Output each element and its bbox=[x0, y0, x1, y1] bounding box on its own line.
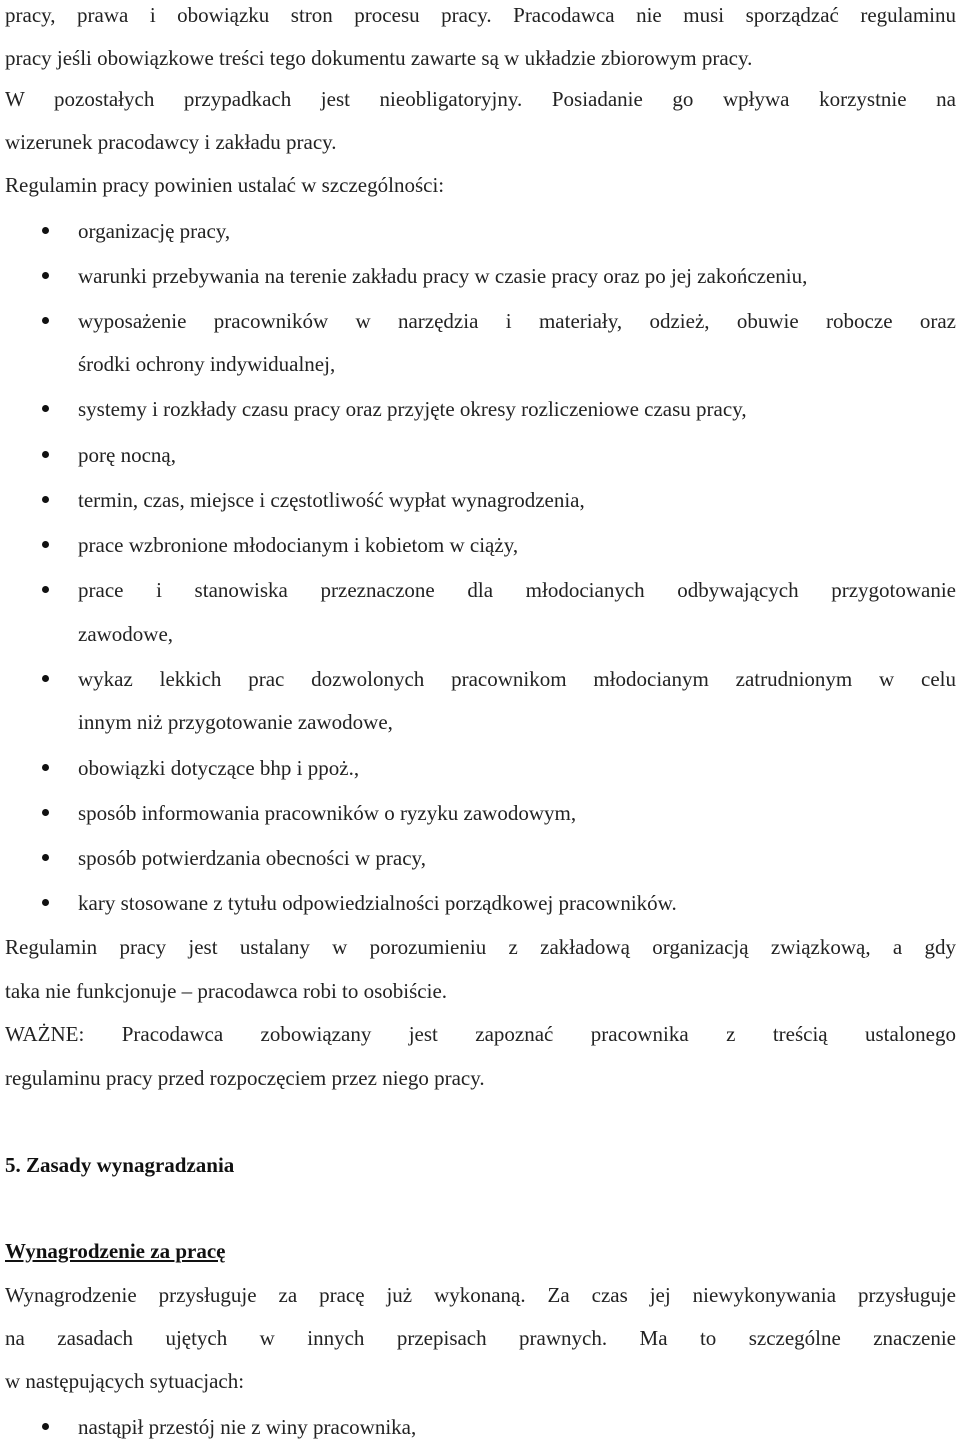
list-item-6: termin, czas, miejsce i częstotliwość wypłat wynagrodzenia, bbox=[78, 488, 585, 512]
bullet-icon bbox=[42, 451, 49, 458]
list-item-9a: wykaz lekkich prac dozwolonych pracownikom młodocianym zatrudnionym w celu bbox=[78, 667, 956, 691]
list-item-3b: środki ochrony indywidualnej, bbox=[78, 352, 336, 376]
list-item-8b: zawodowe, bbox=[78, 622, 174, 646]
bullet-icon bbox=[42, 764, 49, 771]
bullet-icon bbox=[42, 317, 49, 324]
list-intro: Regulamin pracy powinien ustalać w szczególności: bbox=[5, 173, 445, 197]
intro-line-1: pracy, prawa i obowiązku stron procesu pracy. Pracodawca nie musi sporządzać regulaminu bbox=[5, 3, 956, 27]
bullet-icon bbox=[42, 541, 49, 548]
list-item-8a: prace i stanowiska przeznaczone dla młodocianych odbywających przygotowanie bbox=[78, 578, 956, 602]
intro-line-4: wizerunek pracodawcy i zakładu pracy. bbox=[5, 130, 337, 154]
list-item-11: sposób informowania pracowników o ryzyku zawodowym, bbox=[78, 801, 577, 825]
intro-line-2: pracy jeśli obowiązkowe treści tego dokumentu zawarte są w układzie zbiorowym pracy. bbox=[5, 46, 753, 70]
list-item-5: porę nocną, bbox=[78, 443, 176, 467]
bullet-icon bbox=[42, 899, 49, 906]
list-item-2: warunki przebywania na terenie zakładu pracy w czasie pracy oraz po jej zakończeniu, bbox=[78, 264, 808, 288]
section-line-3: w następujących sytuacjach: bbox=[5, 1369, 245, 1393]
para3-line-1: WAŻNE: Pracodawca zobowiązany jest zapoznać pracownika z treścią ustalonego bbox=[5, 1022, 956, 1046]
section-subheading: Wynagrodzenie za pracę bbox=[5, 1239, 226, 1263]
section-heading: 5. Zasady wynagradzania bbox=[5, 1153, 235, 1177]
list-item-7: prace wzbronione młodocianym i kobietom w ciąży, bbox=[78, 533, 519, 557]
bullet-icon bbox=[42, 272, 49, 279]
para2-line-2: taka nie funkcjonuje – pracodawca robi to osobiście. bbox=[5, 979, 448, 1003]
bullet-icon bbox=[42, 586, 49, 593]
bullet-icon bbox=[42, 1423, 49, 1430]
bullet-icon bbox=[42, 227, 49, 234]
intro-line-3a: W pozostałych przypadkach jest nieobligatoryjny. bbox=[5, 87, 552, 111]
list-item-12: sposób potwierdzania obecności w pracy, bbox=[78, 846, 426, 870]
list-item-1: organizację pracy, bbox=[78, 219, 231, 243]
list-item-4: systemy i rozkłady czasu pracy oraz przyjęte okresy rozliczeniowe czasu pracy, bbox=[78, 397, 747, 421]
intro-line-3 bbox=[5, 85, 956, 113]
para2-line-1: Regulamin pracy jest ustalany w porozumieniu z zakładową organizacją związkową, a gdy bbox=[5, 935, 956, 959]
list-item-9b: innym niż przygotowanie zawodowe, bbox=[78, 710, 393, 734]
bullet-icon bbox=[42, 675, 49, 682]
bullet-icon bbox=[42, 496, 49, 503]
bullet-icon bbox=[42, 854, 49, 861]
list-item-13: kary stosowane z tytułu odpowiedzialności porządkowej pracowników. bbox=[78, 891, 677, 915]
list-item-10: obowiązki dotyczące bhp i ppoż., bbox=[78, 756, 360, 780]
bullet-icon bbox=[42, 405, 49, 412]
section-line-2: na zasadach ujętych w innych przepisach prawnych. Ma to szczególne znaczenie bbox=[5, 1326, 956, 1350]
section-list-item-1: nastąpił przestój nie z winy pracownika, bbox=[78, 1415, 417, 1439]
list-item-3a: wyposażenie pracowników w narzędzia i materiały, odzież, obuwie robocze oraz bbox=[78, 309, 956, 333]
intro-line-3b: Posiadanie go wpływa korzystnie na bbox=[551, 87, 956, 111]
section-line-1: Wynagrodzenie przysługuje za pracę już wykonaną. Za czas jej niewykonywania przysługuje bbox=[5, 1283, 956, 1307]
bullet-icon bbox=[42, 809, 49, 816]
para3-line-2: regulaminu pracy przed rozpoczęciem przez niego pracy. bbox=[5, 1066, 485, 1090]
